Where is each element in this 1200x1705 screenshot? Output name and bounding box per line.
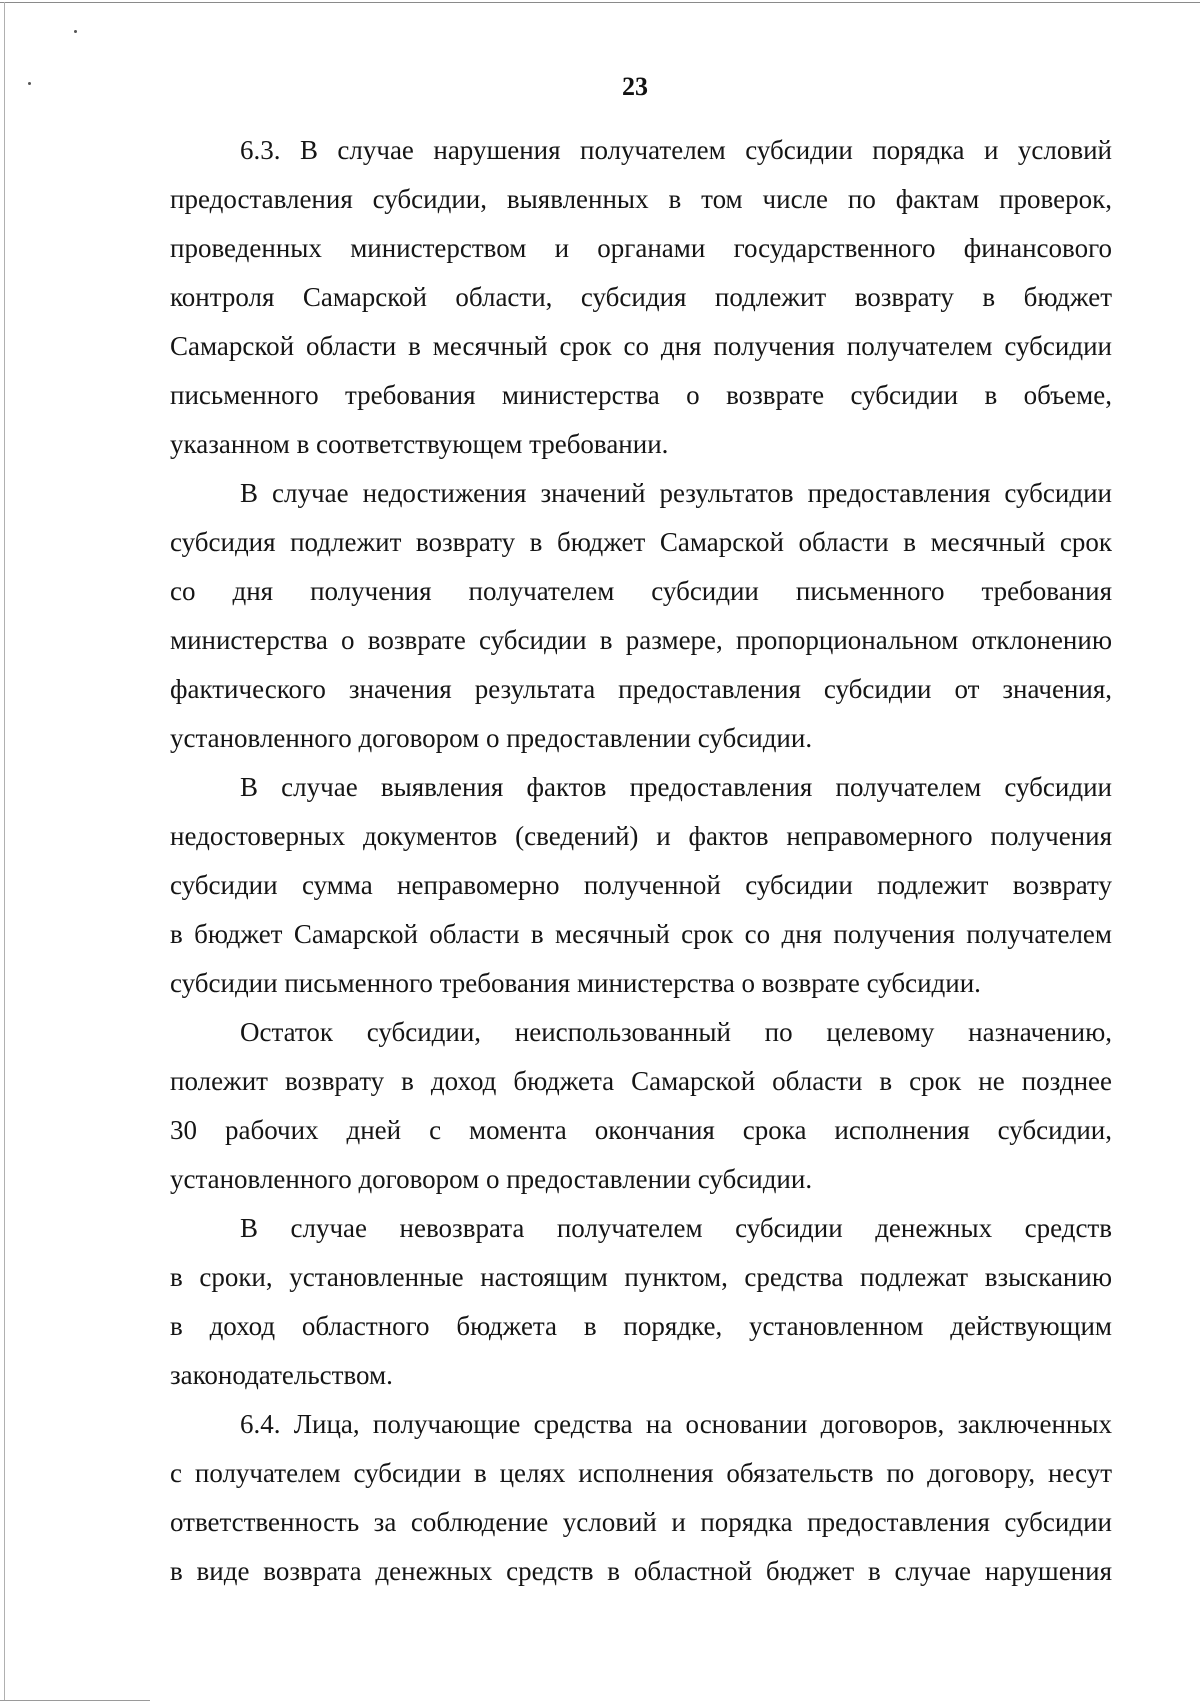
text-line: В случае выявления фактов предоставления получателем субсидии: [240, 772, 1112, 802]
text-line: субсидии письменного требования министерства о возврате субсидии.: [170, 968, 981, 998]
text-line: с получателем субсидии в целях исполнения обязательств по договору, несут: [170, 1458, 1112, 1488]
text-line: полежит возврату в доход бюджета Самарской области в срок не позднее: [170, 1066, 1112, 1096]
text-line: 6.4. Лица, получающие средства на основании договоров, заключенных: [240, 1409, 1112, 1439]
paragraph-6-4: [170, 1400, 1112, 1596]
scan-edge-top: [0, 2, 1200, 3]
text-line: В случае невозврата получателем субсидии денежных средств: [240, 1213, 1112, 1243]
text-line: предоставления субсидии, выявленных в том числе по фактам проверок,: [170, 184, 1112, 214]
text-line: субсидии сумма неправомерно полученной субсидии подлежит возврату: [170, 870, 1112, 900]
text-line: в бюджет Самарской области в месячный срок со дня получения получателем: [170, 919, 1112, 949]
text-line: субсидия подлежит возврату в бюджет Самарской области в месячный срок: [170, 527, 1112, 557]
text-line: проведенных министерством и органами государственного финансового: [170, 233, 1112, 263]
text-line: в доход областного бюджета в порядке, установленном действующим: [170, 1311, 1112, 1341]
paragraph-remainder: [170, 1008, 1112, 1204]
text-line: со дня получения получателем субсидии письменного требования: [170, 576, 1112, 606]
scan-edge-bottom: [0, 1700, 150, 1701]
text-line: в сроки, установленные настоящим пунктом, средства подлежат взысканию: [170, 1262, 1112, 1292]
text-line: установленного договором о предоставлении субсидии.: [170, 723, 813, 753]
paragraph-6-3: [170, 126, 1112, 469]
paragraph-false-documents: [170, 763, 1112, 1008]
text-line: Остаток субсидии, неиспользованный по целевому назначению,: [240, 1017, 1112, 1047]
text-line: Самарской области в месячный срок со дня получения получателем субсидии: [170, 331, 1112, 361]
text-line: 6.3. В случае нарушения получателем субсидии порядка и условий: [240, 135, 1112, 165]
paragraph-results: [170, 469, 1112, 763]
page-number: 23: [622, 72, 648, 101]
scan-speck: [74, 30, 77, 33]
text-line: В случае недостижения значений результатов предоставления субсидии: [240, 478, 1112, 508]
text-line: указанном в соответствующем требовании.: [170, 429, 669, 459]
text-line: контроля Самарской области, субсидия подлежит возврату в бюджет: [170, 282, 1112, 312]
text-line: фактического значения результата предоставления субсидии от значения,: [170, 674, 1112, 704]
text-line: ответственность за соблюдение условий и порядка предоставления субсидии: [170, 1507, 1112, 1537]
text-line: недостоверных документов (сведений) и фактов неправомерного получения: [170, 821, 1112, 851]
text-line: министерства о возврате субсидии в размере, пропорциональном отклонению: [170, 625, 1112, 655]
document-body: [170, 126, 1112, 1596]
text-line: в виде возврата денежных средств в областной бюджет в случае нарушения: [170, 1556, 1112, 1586]
scan-edge-left: [4, 2, 5, 1700]
text-line: законодательством.: [170, 1360, 393, 1390]
text-line: письменного требования министерства о возврате субсидии в объеме,: [170, 380, 1112, 410]
text-line: установленного договором о предоставлении субсидии.: [170, 1164, 813, 1194]
text-line: 30 рабочих дней с момента окончания срока исполнения субсидии,: [170, 1115, 1112, 1145]
paragraph-non-return: [170, 1204, 1112, 1400]
